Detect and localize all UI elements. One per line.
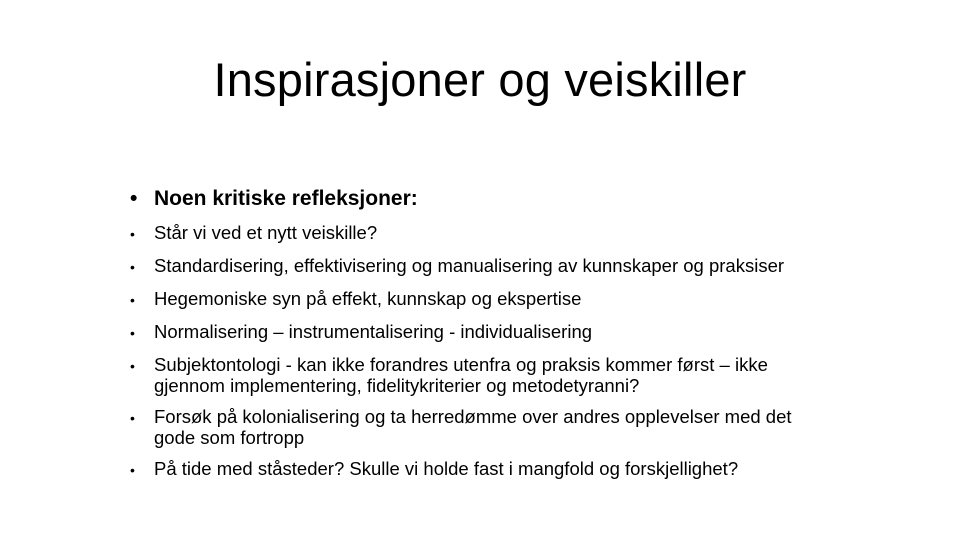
- list-item: [130, 458, 810, 481]
- section-heading: [130, 186, 418, 211]
- list-item: [130, 354, 810, 396]
- bullet-icon: •: [130, 410, 135, 426]
- bullet-icon: •: [130, 325, 135, 341]
- bullet-icon: •: [130, 358, 135, 374]
- list-item-text: Standardisering, effektivisering og manualisering av kunnskaper og praksiser: [154, 255, 785, 276]
- list-item: [130, 406, 810, 448]
- bullet-list: [130, 222, 810, 491]
- list-item-text: Hegemoniske syn på effekt, kunnskap og ekspertise: [154, 288, 582, 309]
- slide-title: Inspirasjoner og veiskiller: [213, 53, 747, 106]
- list-item: [130, 255, 810, 278]
- list-item: [130, 222, 810, 245]
- bullet-icon: •: [130, 226, 135, 242]
- list-item-text: Subjektontologi - kan ikke forandres utenfra og praksis kommer først – ikke gjennom implementering, fidelitykriterier og metodetyranni?: [154, 354, 768, 396]
- list-item-text: Forsøk på kolonialisering og ta herredømme over andres opplevelser med det gode som fortropp: [154, 406, 792, 448]
- list-item: [130, 288, 810, 311]
- list-item: [130, 321, 810, 344]
- bullet-icon: •: [130, 187, 138, 210]
- list-item-text: På tide med ståsteder? Skulle vi holde fast i mangfold og forskjellighet?: [154, 458, 739, 479]
- bullet-icon: •: [130, 292, 135, 308]
- section-heading-text: Noen kritiske refleksjoner:: [154, 187, 418, 210]
- list-item-text: Står vi ved et nytt veiskille?: [154, 222, 378, 243]
- list-item-text: Normalisering – instrumentalisering - individualisering: [154, 321, 593, 342]
- bullet-icon: •: [130, 462, 135, 478]
- bullet-icon: •: [130, 259, 135, 275]
